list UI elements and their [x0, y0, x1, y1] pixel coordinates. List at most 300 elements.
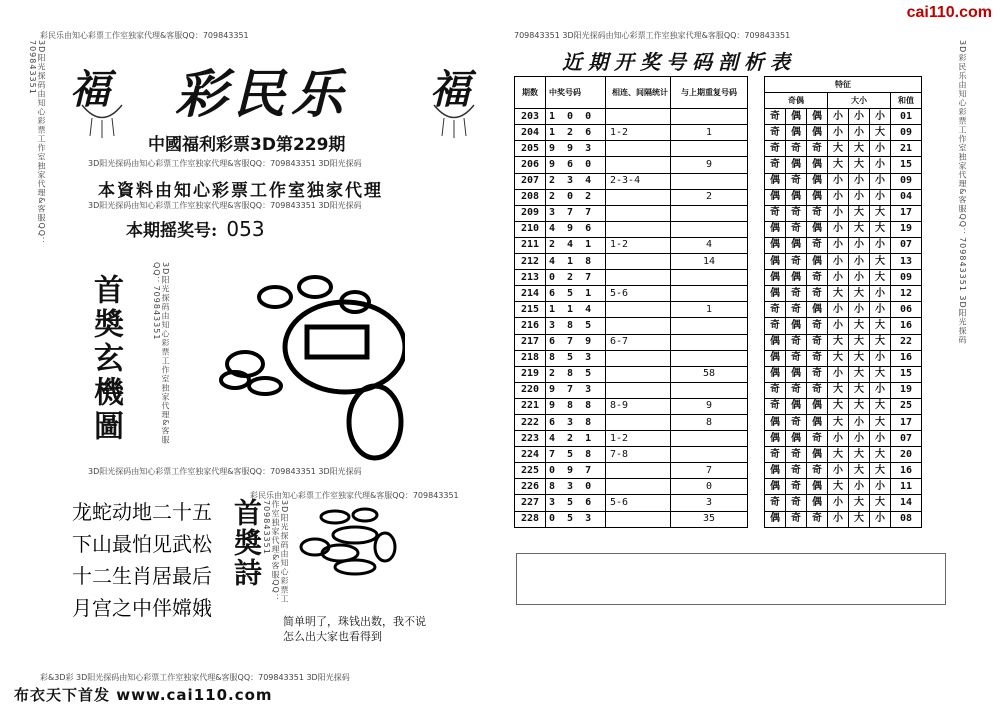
xuanji-title-box [70, 262, 138, 460]
odd-even-cell: 奇 [807, 334, 828, 350]
odd-even-cell: 偶 [765, 350, 786, 366]
span-cell [606, 414, 671, 430]
number-cell: 3 5 6 [546, 495, 606, 511]
sum-cell: 15 [891, 157, 922, 173]
span-cell [606, 302, 671, 318]
big-small-cell: 小 [828, 366, 849, 382]
big-small-cell: 大 [849, 366, 870, 382]
sum-cell: 08 [891, 511, 922, 527]
repeat-cell: 3 [671, 495, 748, 511]
big-small-cell: 大 [849, 382, 870, 398]
period-cell: 227 [515, 495, 546, 511]
number-cell: 4 2 1 [546, 431, 606, 447]
odd-even-cell: 偶 [807, 414, 828, 430]
poem-bottom-sponsor: 彩&3D彩 3D阳光探码由知心彩票工作室独家代理&客服QQ：709843351 3D阳光探码 [40, 673, 350, 682]
gap-cell [748, 382, 765, 398]
odd-even-cell: 奇 [786, 221, 807, 237]
odd-even-cell: 奇 [807, 431, 828, 447]
issue-line: 中國福利彩票3D第229期 [148, 135, 346, 155]
header-span: 相连、间隔统计 [606, 77, 671, 109]
sum-cell: 19 [891, 382, 922, 398]
number-cell: 2 8 5 [546, 366, 606, 382]
gap-cell [748, 463, 765, 479]
big-small-cell: 小 [828, 463, 849, 479]
big-small-cell: 小 [849, 270, 870, 286]
gap-cell [748, 302, 765, 318]
poem-line-3: 十二生肖居最后 [72, 564, 212, 588]
odd-even-cell: 偶 [765, 479, 786, 495]
number-cell: 0 9 7 [546, 463, 606, 479]
table-row [515, 189, 922, 205]
period-cell: 228 [515, 511, 546, 527]
big-small-cell: 大 [849, 495, 870, 511]
big-small-cell: 大 [828, 286, 849, 302]
span-cell [606, 221, 671, 237]
big-small-cell: 小 [828, 125, 849, 141]
sum-cell: 22 [891, 334, 922, 350]
sum-cell: 19 [891, 221, 922, 237]
big-small-cell: 小 [849, 173, 870, 189]
poem-comment-line-2: 怎么出大家也看得到 [283, 630, 382, 643]
big-small-cell: 小 [828, 205, 849, 221]
odd-even-cell: 奇 [786, 350, 807, 366]
gap-cell [748, 479, 765, 495]
period-cell: 219 [515, 366, 546, 382]
odd-even-cell: 奇 [765, 205, 786, 221]
gap-cell [748, 334, 765, 350]
table-title: 近期开奖号码剖析表 [562, 50, 796, 74]
number-cell: 0 5 3 [546, 511, 606, 527]
sum-cell: 17 [891, 414, 922, 430]
sum-cell: 11 [891, 479, 922, 495]
period-cell: 223 [515, 431, 546, 447]
table-row [515, 141, 922, 157]
table-row [515, 254, 922, 270]
table-row [515, 270, 922, 286]
gap-cell [748, 350, 765, 366]
span-cell [606, 189, 671, 205]
sum-cell: 16 [891, 350, 922, 366]
header-top-sponsor-strip: 彩民乐由知心彩票工作室独家代理&客服QQ：709843351 [40, 31, 249, 40]
table-row [515, 157, 922, 173]
sum-cell: 16 [891, 318, 922, 334]
odd-even-cell: 奇 [786, 382, 807, 398]
odd-even-cell: 偶 [786, 270, 807, 286]
sum-cell: 13 [891, 254, 922, 270]
big-small-cell: 小 [828, 495, 849, 511]
results-table [514, 76, 922, 528]
repeat-cell: 35 [671, 511, 748, 527]
table-row [515, 463, 922, 479]
number-cell: 0 2 7 [546, 270, 606, 286]
odd-even-cell: 奇 [765, 398, 786, 414]
odd-even-cell: 奇 [786, 511, 807, 527]
big-small-cell: 大 [828, 479, 849, 495]
odd-even-cell: 偶 [807, 254, 828, 270]
table-row [515, 221, 922, 237]
table-body [515, 109, 922, 527]
repeat-cell: 58 [671, 366, 748, 382]
span-cell [606, 479, 671, 495]
table-row [515, 237, 922, 253]
xuanji-side-sponsor: 3D阳光探码由知心彩票工作室独家代理&客服QQ：709843351 [152, 262, 170, 445]
gap-cell [748, 254, 765, 270]
odd-even-cell: 偶 [786, 398, 807, 414]
table-row [515, 302, 922, 318]
odd-even-cell: 奇 [807, 382, 828, 398]
big-small-cell: 小 [870, 141, 891, 157]
odd-even-cell: 奇 [807, 463, 828, 479]
gap-cell [748, 447, 765, 463]
odd-even-cell: 奇 [786, 447, 807, 463]
repeat-cell: 7 [671, 463, 748, 479]
repeat-cell: 0 [671, 479, 748, 495]
big-small-cell: 大 [828, 382, 849, 398]
repeat-cell: 1 [671, 302, 748, 318]
big-small-cell: 小 [849, 189, 870, 205]
big-small-cell: 小 [870, 431, 891, 447]
big-small-cell: 大 [870, 463, 891, 479]
gap-cell [748, 398, 765, 414]
period-cell: 211 [515, 237, 546, 253]
odd-even-cell: 奇 [765, 157, 786, 173]
odd-even-cell: 偶 [807, 495, 828, 511]
big-small-cell: 大 [828, 414, 849, 430]
big-small-cell: 小 [828, 511, 849, 527]
repeat-cell [671, 270, 748, 286]
big-small-cell: 大 [849, 398, 870, 414]
number-cell: 1 1 4 [546, 302, 606, 318]
span-cell [606, 205, 671, 221]
xuanji-bottom-sponsor: 3D阳光探码由知心彩票工作室独家代理&客服QQ：709843351 3D阳光探码 [88, 467, 362, 476]
big-small-cell: 大 [870, 366, 891, 382]
big-small-cell: 小 [870, 189, 891, 205]
big-small-cell: 小 [828, 189, 849, 205]
big-small-cell: 小 [828, 302, 849, 318]
big-small-cell: 小 [870, 479, 891, 495]
odd-even-cell: 奇 [807, 318, 828, 334]
gap-cell [748, 221, 765, 237]
big-small-cell: 小 [828, 173, 849, 189]
agent-line: 本資料由知心彩票工作室独家代理 [98, 181, 383, 201]
big-small-cell: 大 [849, 511, 870, 527]
period-cell: 215 [515, 302, 546, 318]
period-cell: 214 [515, 286, 546, 302]
big-small-cell: 大 [828, 141, 849, 157]
gap-cell [748, 237, 765, 253]
big-small-cell: 小 [870, 237, 891, 253]
period-cell: 209 [515, 205, 546, 221]
big-small-cell: 小 [870, 382, 891, 398]
big-small-cell: 大 [870, 398, 891, 414]
period-cell: 204 [515, 125, 546, 141]
big-small-cell: 大 [849, 221, 870, 237]
odd-even-cell: 偶 [765, 189, 786, 205]
table-row [515, 447, 922, 463]
big-small-cell: 大 [870, 414, 891, 430]
gap-cell [748, 270, 765, 286]
period-cell: 221 [515, 398, 546, 414]
span-cell [606, 382, 671, 398]
odd-even-cell: 偶 [786, 431, 807, 447]
big-small-cell: 大 [849, 350, 870, 366]
span-cell: 5-6 [606, 286, 671, 302]
odd-even-cell: 偶 [786, 237, 807, 253]
big-small-cell: 大 [870, 254, 891, 270]
header-sum: 和值 [891, 93, 922, 109]
big-small-cell: 大 [849, 447, 870, 463]
odd-even-cell: 偶 [765, 237, 786, 253]
odd-even-cell: 偶 [786, 189, 807, 205]
big-small-cell: 大 [870, 221, 891, 237]
repeat-cell [671, 431, 748, 447]
big-small-cell: 小 [870, 286, 891, 302]
number-cell: 6 3 8 [546, 414, 606, 430]
big-small-cell: 小 [849, 125, 870, 141]
span-cell: 8-9 [606, 398, 671, 414]
big-small-cell: 大 [849, 318, 870, 334]
number-cell: 7 5 8 [546, 447, 606, 463]
span-cell [606, 254, 671, 270]
sum-cell: 21 [891, 141, 922, 157]
repeat-cell [671, 447, 748, 463]
fu-character-right: 福 [430, 66, 470, 113]
sum-cell: 07 [891, 431, 922, 447]
big-small-cell: 大 [870, 270, 891, 286]
odd-even-cell: 偶 [786, 366, 807, 382]
big-small-cell: 小 [870, 173, 891, 189]
gap-cell [748, 495, 765, 511]
brand-title: 彩民乐 [175, 64, 350, 125]
period-cell: 218 [515, 350, 546, 366]
poem-top-sponsor: 彩民乐由知心彩票工作室独家代理&客服QQ：709843351 [250, 491, 459, 500]
big-small-cell: 小 [828, 221, 849, 237]
big-small-cell: 大 [849, 141, 870, 157]
odd-even-cell: 偶 [765, 511, 786, 527]
period-cell: 212 [515, 254, 546, 270]
number-cell: 8 5 3 [546, 350, 606, 366]
table-row [515, 318, 922, 334]
header-period: 期数 [515, 77, 546, 109]
odd-even-cell: 偶 [765, 366, 786, 382]
big-small-cell: 小 [828, 431, 849, 447]
period-cell: 207 [515, 173, 546, 189]
odd-even-cell: 奇 [786, 414, 807, 430]
sum-cell: 09 [891, 125, 922, 141]
sum-cell: 09 [891, 270, 922, 286]
firecracker-right-icon [424, 100, 484, 140]
sum-cell: 04 [891, 189, 922, 205]
odd-even-cell: 奇 [786, 141, 807, 157]
number-cell: 1 2 6 [546, 125, 606, 141]
big-small-cell: 小 [849, 237, 870, 253]
odd-even-cell: 偶 [807, 479, 828, 495]
big-small-cell: 小 [870, 511, 891, 527]
gap-cell [748, 286, 765, 302]
big-small-cell: 小 [849, 414, 870, 430]
poem-comment-line-1: 简单明了，珠钱出数，我不说 [283, 615, 426, 628]
number-cell: 4 9 6 [546, 221, 606, 237]
big-small-cell: 大 [828, 447, 849, 463]
odd-even-cell: 奇 [786, 173, 807, 189]
period-cell: 206 [515, 157, 546, 173]
repeat-cell [671, 173, 748, 189]
repeat-cell: 8 [671, 414, 748, 430]
big-small-cell: 大 [849, 157, 870, 173]
number-cell: 9 8 8 [546, 398, 606, 414]
odd-even-cell: 偶 [765, 431, 786, 447]
table-row [515, 125, 922, 141]
poem-comment [283, 614, 426, 644]
big-small-cell: 大 [828, 350, 849, 366]
number-cell: 8 3 0 [546, 479, 606, 495]
table-row [515, 495, 922, 511]
table-row [515, 431, 922, 447]
big-small-cell: 小 [828, 318, 849, 334]
odd-even-cell: 偶 [765, 414, 786, 430]
number-cell: 2 0 2 [546, 189, 606, 205]
sum-cell: 17 [891, 205, 922, 221]
number-cell: 2 4 1 [546, 237, 606, 253]
span-cell [606, 511, 671, 527]
table-row [515, 205, 922, 221]
draw-analysis-table [514, 76, 946, 528]
odd-even-cell: 奇 [786, 286, 807, 302]
header-sponsor-line-1: 3D阳光探码由知心彩票工作室独家代理&客服QQ：709843351 3D阳光探码 [88, 159, 362, 168]
repeat-cell [671, 334, 748, 350]
odd-even-cell: 偶 [765, 463, 786, 479]
big-small-cell: 小 [849, 302, 870, 318]
number-cell: 6 7 9 [546, 334, 606, 350]
repeat-cell [671, 141, 748, 157]
big-small-cell: 大 [828, 334, 849, 350]
sum-cell: 25 [891, 398, 922, 414]
repeat-cell [671, 221, 748, 237]
big-small-cell: 小 [849, 479, 870, 495]
span-cell: 7-8 [606, 447, 671, 463]
poem-label: 首奬詩 [230, 498, 263, 588]
repeat-cell: 9 [671, 157, 748, 173]
repeat-cell: 2 [671, 189, 748, 205]
odd-even-cell: 偶 [765, 254, 786, 270]
number-cell: 4 1 8 [546, 254, 606, 270]
gap-cell [748, 189, 765, 205]
odd-even-cell: 奇 [765, 109, 786, 125]
table-top-sponsor: 709843351 3D阳光探码由知心彩票工作室独家代理&客服QQ：709843351 [514, 31, 791, 40]
header-sponsor-line-2: 3D阳光探码由知心彩票工作室独家代理&客服QQ：709843351 3D阳光探码 [88, 201, 362, 210]
gap-cell [748, 141, 765, 157]
repeat-cell: 14 [671, 254, 748, 270]
poem-line-2: 下山最怕见武松 [72, 532, 212, 556]
big-small-cell: 大 [849, 205, 870, 221]
odd-even-cell: 奇 [807, 511, 828, 527]
gap-cell [748, 205, 765, 221]
poem-side-sponsor: 3D阳光探码由知心彩票工作室独家代理&客服QQ：709843351 [262, 500, 289, 604]
header-odd-even: 奇偶 [765, 93, 828, 109]
sum-cell: 07 [891, 237, 922, 253]
footer-credit: 布衣天下首发 www.cai110.com [14, 686, 273, 704]
table-row [515, 414, 922, 430]
gap-cell [748, 109, 765, 125]
odd-even-cell: 偶 [807, 125, 828, 141]
sum-cell: 14 [891, 495, 922, 511]
period-cell: 224 [515, 447, 546, 463]
odd-even-cell: 偶 [807, 157, 828, 173]
period-cell: 226 [515, 479, 546, 495]
big-small-cell: 小 [828, 237, 849, 253]
gap-cell [748, 318, 765, 334]
repeat-cell [671, 109, 748, 125]
header-big-small: 大小 [828, 93, 891, 109]
fu-character-left: 福 [70, 66, 110, 113]
big-small-cell: 小 [870, 302, 891, 318]
gap-cell [748, 431, 765, 447]
odd-even-cell: 偶 [807, 173, 828, 189]
odd-even-cell: 奇 [765, 141, 786, 157]
period-cell: 220 [515, 382, 546, 398]
span-cell [606, 270, 671, 286]
sum-cell: 16 [891, 463, 922, 479]
span-cell: 1-2 [606, 237, 671, 253]
gap-cell [748, 125, 765, 141]
period-cell: 208 [515, 189, 546, 205]
odd-even-cell: 奇 [765, 318, 786, 334]
gap-cell [748, 511, 765, 527]
repeat-cell [671, 382, 748, 398]
span-cell [606, 463, 671, 479]
odd-even-cell: 偶 [765, 221, 786, 237]
big-small-cell: 大 [870, 447, 891, 463]
sum-cell: 15 [891, 366, 922, 382]
prize-value: 053 [226, 217, 265, 241]
poem-mystery-drawing [295, 505, 415, 605]
odd-even-cell: 奇 [807, 205, 828, 221]
span-cell: 6-7 [606, 334, 671, 350]
header-number: 中奖号码 [546, 77, 606, 109]
odd-even-cell: 偶 [807, 302, 828, 318]
odd-even-cell: 偶 [807, 221, 828, 237]
odd-even-cell: 奇 [786, 302, 807, 318]
period-cell: 210 [515, 221, 546, 237]
odd-even-cell: 奇 [786, 479, 807, 495]
table-row [515, 286, 922, 302]
odd-even-cell: 奇 [807, 237, 828, 253]
table-row [515, 511, 922, 527]
xuanji-mystery-drawing [205, 272, 405, 462]
odd-even-cell: 偶 [765, 270, 786, 286]
table-row [515, 109, 922, 125]
table-row [515, 366, 922, 382]
table-row [515, 334, 922, 350]
span-cell [606, 141, 671, 157]
number-cell: 9 7 3 [546, 382, 606, 398]
odd-even-cell: 偶 [807, 109, 828, 125]
sum-cell: 06 [891, 302, 922, 318]
big-small-cell: 大 [849, 286, 870, 302]
odd-even-cell: 偶 [786, 109, 807, 125]
odd-even-cell: 奇 [807, 350, 828, 366]
repeat-cell [671, 350, 748, 366]
odd-even-cell: 奇 [765, 447, 786, 463]
period-cell: 217 [515, 334, 546, 350]
big-small-cell: 小 [870, 109, 891, 125]
big-small-cell: 小 [870, 157, 891, 173]
repeat-cell: 4 [671, 237, 748, 253]
odd-even-cell: 偶 [765, 173, 786, 189]
odd-even-cell: 奇 [786, 334, 807, 350]
odd-even-cell: 奇 [786, 495, 807, 511]
period-cell: 205 [515, 141, 546, 157]
